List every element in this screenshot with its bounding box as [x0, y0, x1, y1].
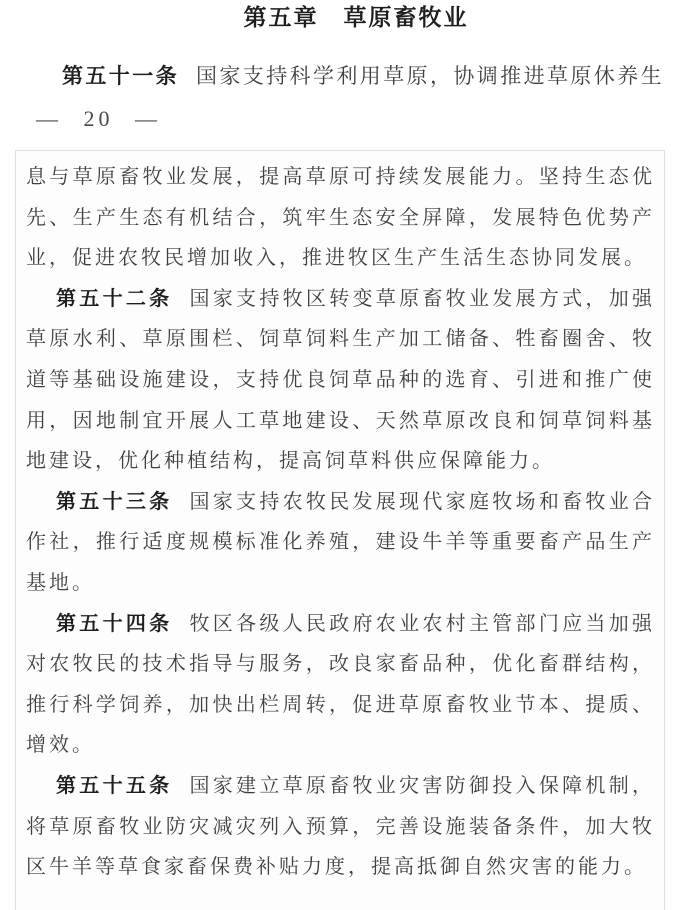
article-paragraph	[26, 157, 655, 279]
article-label: 第五十五条	[56, 774, 173, 797]
article-paragraph	[26, 482, 655, 604]
article-label: 第五十三条	[56, 490, 173, 513]
article-51-line	[62, 61, 664, 91]
article-51-label: 第五十一条	[62, 64, 179, 88]
page-number: — 20 —	[36, 106, 161, 131]
article-51-text: 国家支持科学利用草原，协调推进草原休养生	[196, 64, 664, 88]
article-label: 第五十二条	[56, 287, 173, 310]
article-text: 息与草原畜牧业发展，提高草原可持续发展能力。坚持生态优先、生产生态有机结合，筑牢生态安全屏障，发展特色优势产业，促进农牧民增加收入，推进牧区生产生活生态协同发展。	[26, 166, 655, 270]
article-text: 国家建立草原畜牧业灾害防御投入保障机制，将草原畜牧业防灾减灾列入预算，完善设施装备条件，加大牧区牛羊等草食家畜保费补贴力度，提高抵御自然灾害的能力。	[26, 774, 656, 879]
article-text: 国家支持牧区转变草原畜牧业发展方式，加强草原水利、草原围栏、饲草饲料生产加工储备、牲畜圈舍、牧道等基础设施建设，支持优良饲草品种的选育、引进和推广使用，因地制宜开展人工草地建设、天然草原改良和饲草饲料基地建设，优化种植结构，提高饲草料供应保障能力。	[26, 287, 656, 473]
article-paragraph	[26, 604, 655, 766]
page-21-sheet	[15, 150, 665, 910]
page-21-body	[26, 157, 655, 888]
article-label: 第五十四条	[56, 612, 173, 635]
article-paragraph	[26, 766, 655, 888]
article-paragraph	[26, 279, 655, 482]
chapter-title: 第五章 草原畜牧业	[243, 5, 469, 30]
article-text: 牧区各级人民政府农业农村主管部门应当加强对农牧民的技术指导与服务，改良家畜品种，优化畜群结构，推行科学饲养，加快出栏周转，促进草原畜牧业节本、提质、增效。	[26, 612, 656, 757]
article-text: 国家支持农牧民发展现代家庭牧场和畜牧业合作社，推行适度规模标准化养殖，建设牛羊等重要畜产品生产基地。	[26, 490, 656, 594]
